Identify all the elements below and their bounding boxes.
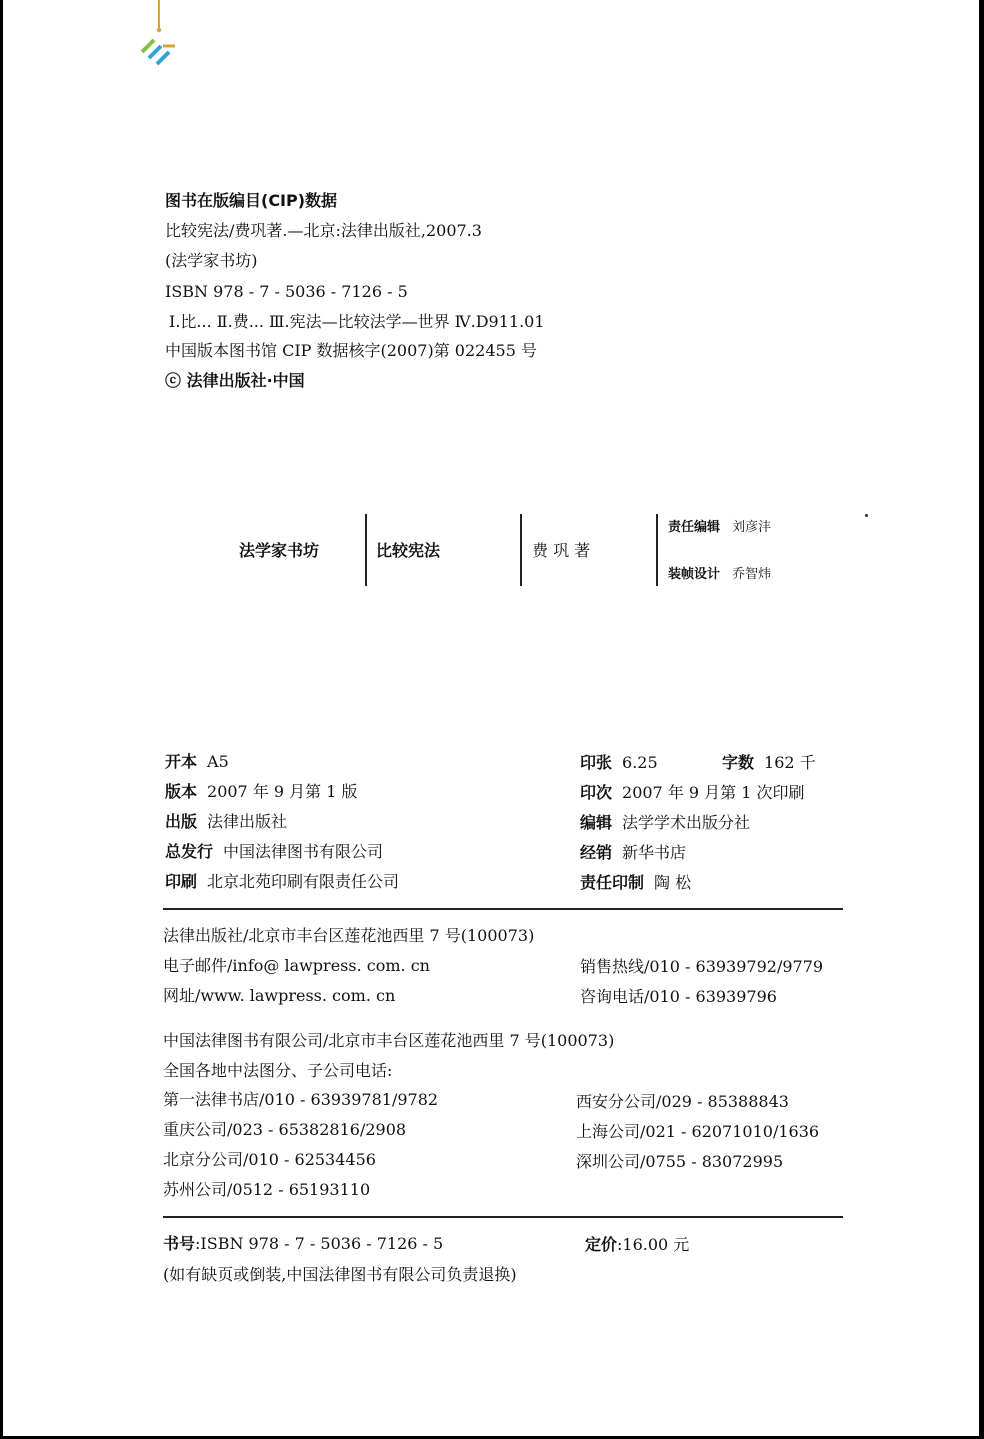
scan-speck xyxy=(865,514,868,517)
spec-sheets: 印张 6.25 xyxy=(580,753,658,772)
series-name: 法学家书坊 xyxy=(239,541,320,560)
copyright-page xyxy=(3,0,979,1436)
spec-print-supervisor: 责任印制 陶 松 xyxy=(580,873,692,892)
designer-label: 装帧设计 xyxy=(668,567,721,582)
return-note: (如有缺页或倒装,中国法律图书有限公司负责退换) xyxy=(163,1265,517,1284)
book-number: 书号:ISBN 978 - 7 - 5036 - 7126 - 5 xyxy=(163,1234,444,1253)
branch-phone: 上海公司/021 - 62071010/1636 xyxy=(576,1122,820,1141)
spec-printer: 印刷 北京北苑印刷有限责任公司 xyxy=(165,872,400,891)
spec-format: 开本 A5 xyxy=(165,752,229,771)
book-author: 费 巩 著 xyxy=(532,541,591,560)
publisher-logo-icon xyxy=(137,0,181,72)
divider-bottom xyxy=(163,1216,843,1218)
cip-classification: Ⅰ.比... Ⅱ.费... Ⅲ.宪法—比较法学—世界 Ⅳ.D911.01 xyxy=(169,312,545,331)
spec-editorial-dept: 编辑 法学学术出版分社 xyxy=(580,813,751,832)
press-email: 电子邮件/info@ lawpress. com. cn xyxy=(163,956,430,975)
branch-phone: 第一法律书店/010 - 63939781/9782 xyxy=(163,1090,439,1109)
spec-edition: 版本 2007 年 9 月第 1 版 xyxy=(165,782,358,801)
editor-label: 责任编辑 xyxy=(668,520,721,535)
branches-heading: 全国各地中法图分、子公司电话: xyxy=(163,1061,393,1080)
branch-phone: 北京分公司/010 - 62534456 xyxy=(163,1150,376,1169)
cip-series-line: (法学家书坊) xyxy=(165,251,258,270)
branch-phone: 深圳公司/0755 - 83072995 xyxy=(576,1152,784,1171)
spec-printing: 印次 2007 年 9 月第 1 次印刷 xyxy=(580,783,805,802)
credits-divider-2 xyxy=(520,514,522,586)
divider-top xyxy=(163,908,843,910)
spec-wordcount: 字数 162 千 xyxy=(722,753,816,772)
designer-name: 乔智炜 xyxy=(732,567,772,582)
designer-credit xyxy=(668,565,771,585)
cip-title-line: 比较宪法/费巩著.—北京:法律出版社,2007.3 xyxy=(165,221,482,240)
spec-publisher: 出版 法律出版社 xyxy=(165,812,288,831)
editor-name: 刘彦沣 xyxy=(732,520,772,535)
editor-credit xyxy=(668,518,771,538)
press-address: 法律出版社/北京市丰台区莲花池西里 7 号(100073) xyxy=(163,926,535,945)
distributor-address: 中国法律图书有限公司/北京市丰台区莲花池西里 7 号(100073) xyxy=(163,1031,615,1050)
branch-phone: 重庆公司/023 - 65382816/2908 xyxy=(163,1120,407,1139)
sales-hotline: 销售热线/010 - 63939792/9779 xyxy=(580,957,824,976)
press-website: 网址/www. lawpress. com. cn xyxy=(163,986,396,1005)
price: 定价:16.00 元 xyxy=(585,1235,690,1254)
spec-distributor: 总发行 中国法律图书有限公司 xyxy=(165,842,384,861)
branch-phone: 西安分公司/029 - 85388843 xyxy=(576,1092,789,1111)
credits-divider-1 xyxy=(365,514,367,586)
spec-seller: 经销 新华书店 xyxy=(580,843,687,862)
branch-phone: 苏州公司/0512 - 65193110 xyxy=(163,1180,371,1199)
inquiry-phone: 咨询电话/010 - 63939796 xyxy=(580,987,777,1006)
credits-divider-3 xyxy=(656,514,658,586)
cip-heading: 图书在版编目(CIP)数据 xyxy=(165,191,338,210)
book-title: 比较宪法 xyxy=(376,541,441,560)
copyright-line: ⓒ 法律出版社·中国 xyxy=(165,371,305,390)
cip-isbn: ISBN 978 - 7 - 5036 - 7126 - 5 xyxy=(165,282,408,301)
cip-record-number: 中国版本图书馆 CIP 数据核字(2007)第 022455 号 xyxy=(165,341,537,360)
